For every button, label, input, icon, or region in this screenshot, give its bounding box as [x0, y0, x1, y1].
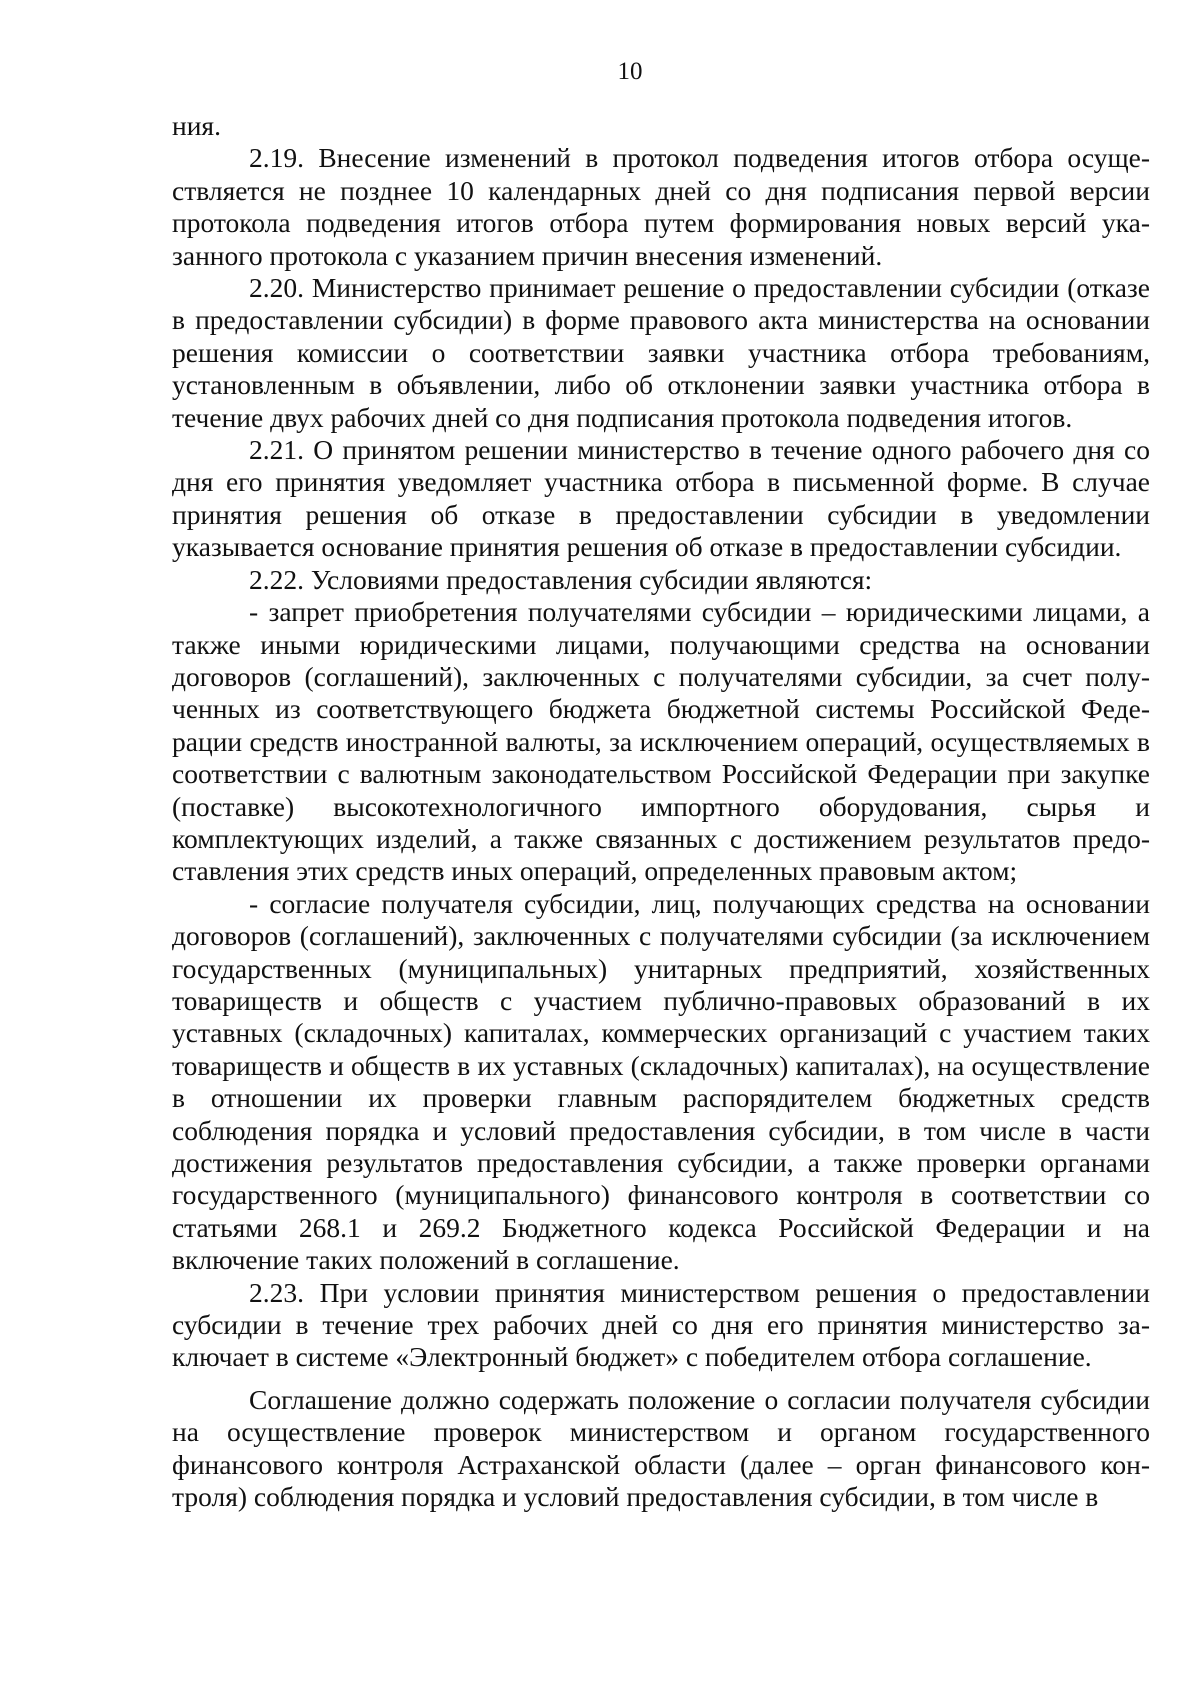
- paragraph-2-23: 2.23. При условии принятия министерством решения о предоставлении субсидии в течение трех рабочих дней со дня его принятия министерство заключает в системе «Электронный бюджет» с победителем отбора соглашение.: [172, 1276, 1150, 1373]
- page-number: 10: [617, 58, 643, 85]
- paragraph-agreement: Соглашение должно содержать положение о согласии получателя субсидии на осуществление проверок министерством и органом государственного финансового контроля Астраханской области (далее – орган финансового контроля) соблюдения порядка и условий предоставления субсидии, в том числе в: [172, 1383, 1150, 1513]
- list-item-currency-ban: - запрет приобретения получателями субсидии – юридическими лицами, а также иными юридическими лицами, получающими средства на основании договоров (соглашений), заключенных с получателями субсидии, за счет полученных из соответствующего бюджета бюджетной системы Российской Федерации средств иностранной валюты, за исключением операций, осуществляемых в соответствии с валютным законодательством Российской Федерации при закупке (поставке) высокотехнологичного импортного оборудования, сырья и комплектующих изделий, а также связанных с достижением результатов предоставления этих средств иных операций, определенных правовым актом;: [172, 596, 1150, 887]
- paragraph-continuation: ния.: [172, 110, 221, 141]
- paragraph-2-20: 2.20. Министерство принимает решение о предоставлении субсидии (отказе в предоставлении субсидии) в форме правового акта министерства на основании решения комиссии о соответствии заявки участника отбора требованиям, установленным в объявлении, либо об отклонении заявки участника отбора в течение двух рабочих дней со дня подписания протокола подведения итогов.: [172, 272, 1150, 433]
- paragraph-2-21: 2.21. О принятом решении министерство в течение одного рабочего дня со дня его принятия уведомляет участника отбора в письменной форме. В случае принятия решения об отказе в предоставлении субсидии в уведомлении указывается основание принятия решения об отказе в предоставлении субсидии.: [172, 434, 1150, 563]
- document-body: [172, 110, 1150, 1513]
- paragraph-2-22: 2.22. Условиями предоставления субсидии являются:: [249, 563, 873, 595]
- list-item-inspection-consent: - согласие получателя субсидии, лиц, получающих средства на основании договоров (соглашений), заключенных с получателями субсидии (за исключением государственных (муниципальных) унитарных предприятий, хозяйственных товариществ и обществ с участием публично-правовых образований в их уставных (складочных) капиталах, коммерческих организаций с участием таких товариществ и обществ в их уставных (складочных) капиталах), на осуществление в отношении их проверки главным распорядителем бюджетных средств соблюдения порядка и условий предоставления субсидии, в том числе в части достижения результатов предоставления субсидии, а также проверки органами государственного (муниципального) финансового контроля в соответствии со статьями 268.1 и 269.2 Бюджетного кодекса Российской Федерации и на включение таких положений в соглашение.: [172, 887, 1150, 1276]
- paragraph-2-19: 2.19. Внесение изменений в протокол подведения итогов отбора осуществляется не позднее 10 календарных дней со дня подписания первой версии протокола подведения итогов отбора путем формирования новых версий указанного протокола с указанием причин внесения изменений.: [172, 142, 1150, 271]
